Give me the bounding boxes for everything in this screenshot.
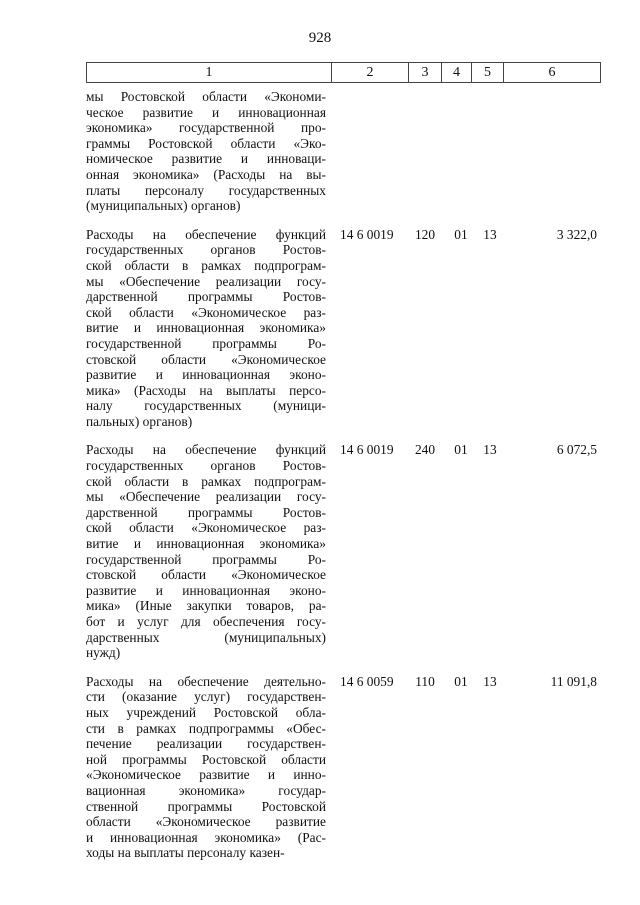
description-line: номическое развитие и инноваци- <box>86 151 326 167</box>
description-line: государственной программы Ро- <box>86 551 326 567</box>
description-line: государственных органов Ростов- <box>86 242 326 258</box>
table-header <box>86 62 601 83</box>
description-line: мы Ростовской области «Экономи- <box>86 89 326 104</box>
description-line: ской области «Экономическое раз- <box>86 520 326 536</box>
header-col-3: 3 <box>409 63 442 83</box>
description-line: ской области в рамках подпрограм- <box>86 473 326 489</box>
description-line: нужд) <box>86 645 121 661</box>
description-line: ской области «Экономическое раз- <box>86 304 326 320</box>
description-line: бот и услуг для обеспечения госу- <box>86 614 326 629</box>
row-amount: 6 072,5 <box>556 442 597 458</box>
description-line: вационная экономика» государ- <box>86 782 326 798</box>
description-line: ходы на выплаты персоналу казен- <box>86 845 285 861</box>
description-line: дарственной программы Ростов- <box>86 504 326 520</box>
row-description <box>86 227 326 430</box>
row-expense-type: 110 <box>415 673 435 689</box>
row-subsection: 13 <box>483 673 497 689</box>
description-line: мы «Обеспечение реализации госу- <box>86 273 326 289</box>
description-line: Расходы на обеспечение функций <box>86 226 326 242</box>
row-description <box>86 89 326 214</box>
description-line: онная экономика» (Расходы на вы- <box>86 166 326 182</box>
header-col-5: 5 <box>472 63 504 83</box>
description-line: дарственной программы Ростов- <box>86 289 326 305</box>
row-target-code: 14 6 0019 <box>340 442 394 458</box>
description-line: государственной программы Ро- <box>86 335 326 351</box>
description-line: мика» (Расходы на выплаты персо- <box>86 382 326 398</box>
row-expense-type: 120 <box>414 226 436 242</box>
row-target-code: 14 6 0019 <box>340 226 394 242</box>
table-row <box>86 674 600 861</box>
row-section: 01 <box>454 673 468 689</box>
table-row <box>86 227 600 430</box>
row-amount: 3 322,0 <box>556 226 597 242</box>
header-col-6: 6 <box>504 63 601 83</box>
description-line: мика» (Иные закупки товаров, ра- <box>86 598 326 614</box>
description-line: (муниципальных) органов) <box>86 198 241 214</box>
page-number: 928 <box>308 30 332 46</box>
table-row <box>86 442 600 660</box>
row-target-code: 14 6 0059 <box>340 673 394 689</box>
header-col-2: 2 <box>332 63 409 83</box>
description-line: витие и инновационная экономика» <box>86 536 326 552</box>
description-line: области «Экономическое развитие <box>86 814 326 830</box>
description-line: сти в рамках подпрограммы «Обес- <box>86 720 326 736</box>
row-description <box>86 442 326 660</box>
description-line: государственных органов Ростов- <box>86 458 326 474</box>
row-description <box>86 674 326 861</box>
row-amount: 11 091,8 <box>550 673 597 689</box>
row-section: 01 <box>454 226 468 242</box>
row-subsection: 13 <box>483 442 497 458</box>
description-line: ной программы Ростовской области <box>86 751 326 767</box>
description-line: ческое развитие и инновационная <box>86 104 326 120</box>
description-line: ственной программы Ростовской <box>86 798 326 814</box>
description-line: ской области в рамках подпрограм- <box>86 257 326 273</box>
description-line: ных учреждений Ростовской обла- <box>86 704 326 720</box>
header-col-4: 4 <box>442 63 472 83</box>
description-line: витие и инновационная экономика» <box>86 320 326 336</box>
description-line: и инновационная экономика» (Рас- <box>86 829 326 845</box>
row-subsection: 13 <box>483 226 497 242</box>
description-line: Расходы на обеспечение деятельно- <box>86 673 326 689</box>
row-expense-type: 240 <box>414 442 436 458</box>
description-line: стовской области «Экономическое <box>86 567 326 583</box>
row-section: 01 <box>454 442 468 458</box>
description-line: печение реализации государствен- <box>86 736 326 752</box>
description-line: мы «Обеспечение реализации госу- <box>86 489 326 505</box>
table-row <box>86 89 600 214</box>
description-line: пальных) органов) <box>86 413 193 429</box>
description-line: граммы Ростовской области «Эко- <box>86 135 326 151</box>
description-line: развитие и инновационная эконо- <box>86 367 326 383</box>
description-line: стовской области «Экономическое <box>86 351 326 367</box>
description-line: «Экономическое развитие и инно- <box>86 767 326 783</box>
header-col-1: 1 <box>87 63 332 83</box>
description-line: экономика» государственной про- <box>86 120 326 136</box>
description-line: налу государственных (муници- <box>86 398 326 414</box>
description-line: дарственных (муниципальных) <box>86 629 326 645</box>
description-line: платы персоналу государственных <box>86 182 326 198</box>
description-line: сти (оказание услуг) государствен- <box>86 689 326 705</box>
description-line: Расходы на обеспечение функций <box>86 442 326 458</box>
table-body <box>86 89 600 874</box>
description-line: развитие и инновационная эконо- <box>86 582 326 598</box>
